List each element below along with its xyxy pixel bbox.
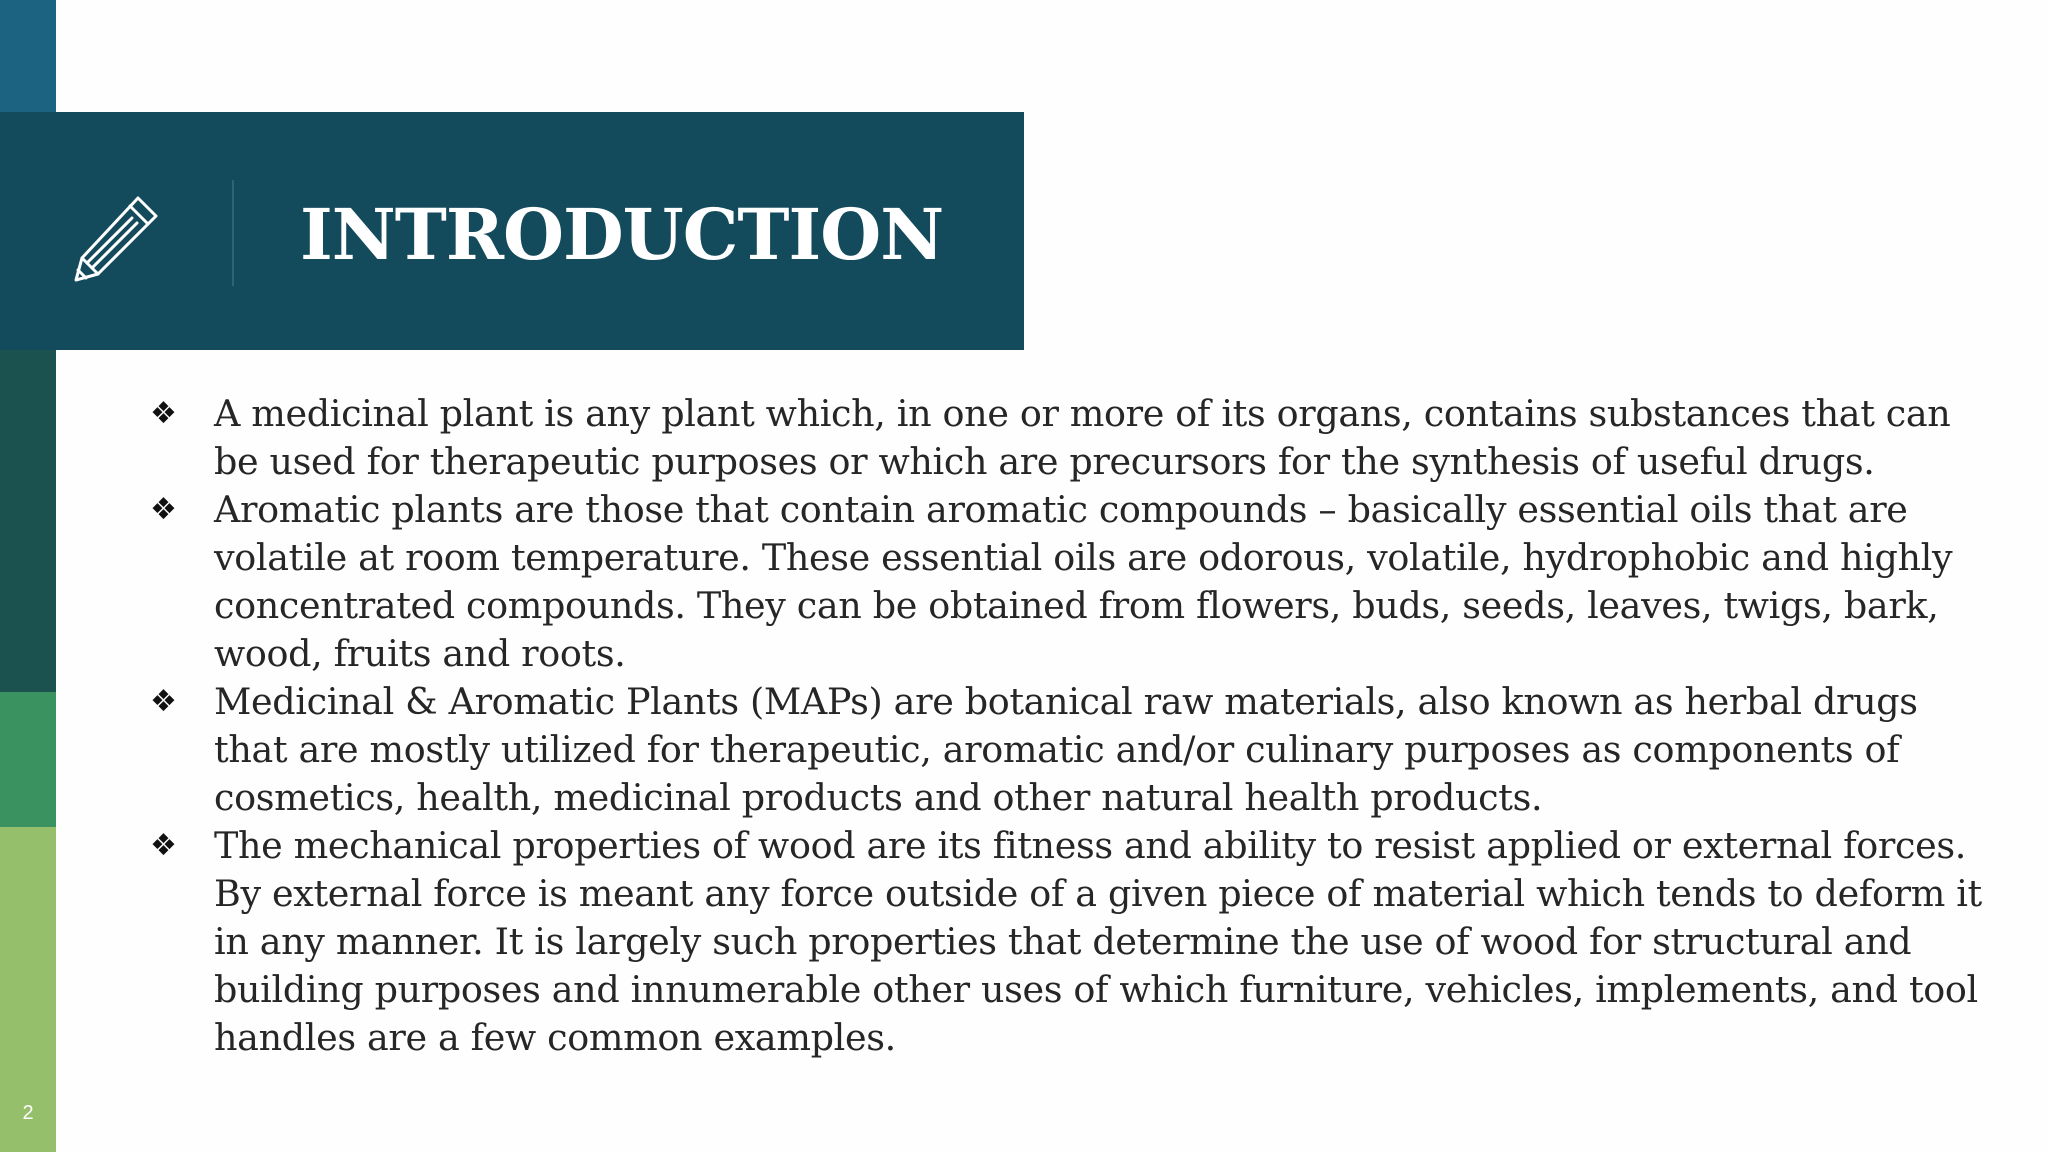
diamond-bullet-icon: ❖ [150,492,177,527]
bullet-text: Medicinal & Aromatic Plants (MAPs) are botanical raw materials, also known as herbal drugs that are mostly utilized for therapeutic, aromatic and/or culinary purposes as components of cosmetics, health, medicinal products and other natural health products. [214,680,1918,819]
slide-title: INTRODUCTION [300,193,944,276]
bullet-text: The mechanical properties of wood are its fitness and ability to resist applied or external forces. By external force is meant any force outside of a given piece of material which tends to deform it in any manner. It is largely such properties that determine the use of wood for structural and building purposes and innumerable other uses of which furniture, vehicles, implements, and tool handles are a few common examples. [214,824,1982,1059]
bullet-item [150,486,2002,678]
side-stripe-top [0,0,56,112]
diamond-bullet-icon: ❖ [150,684,177,719]
side-stripe-green [0,692,56,827]
bullet-text: A medicinal plant is any plant which, in one or more of its organs, contains substances that can be used for therapeutic purposes or which are precursors for the synthesis of useful drugs. [214,392,1951,483]
bullet-item [150,822,2002,1062]
side-stripe-teal [0,350,56,692]
pencil-icon [68,190,164,286]
diamond-bullet-icon: ❖ [150,396,177,431]
bullet-text: Aromatic plants are those that contain aromatic compounds – basically essential oils that are volatile at room temperature. These essential oils are odorous, volatile, hydrophobic and highly concentrated compounds. They can be obtained from flowers, buds, seeds, leaves, twigs, bark, wood, fruits and roots. [214,488,1953,675]
bullet-item [150,390,2002,486]
bullet-list [150,390,2002,1062]
title-divider [232,180,234,286]
bullet-item [150,678,2002,822]
diamond-bullet-icon: ❖ [150,828,177,863]
slide-number: 2 [22,1102,34,1124]
